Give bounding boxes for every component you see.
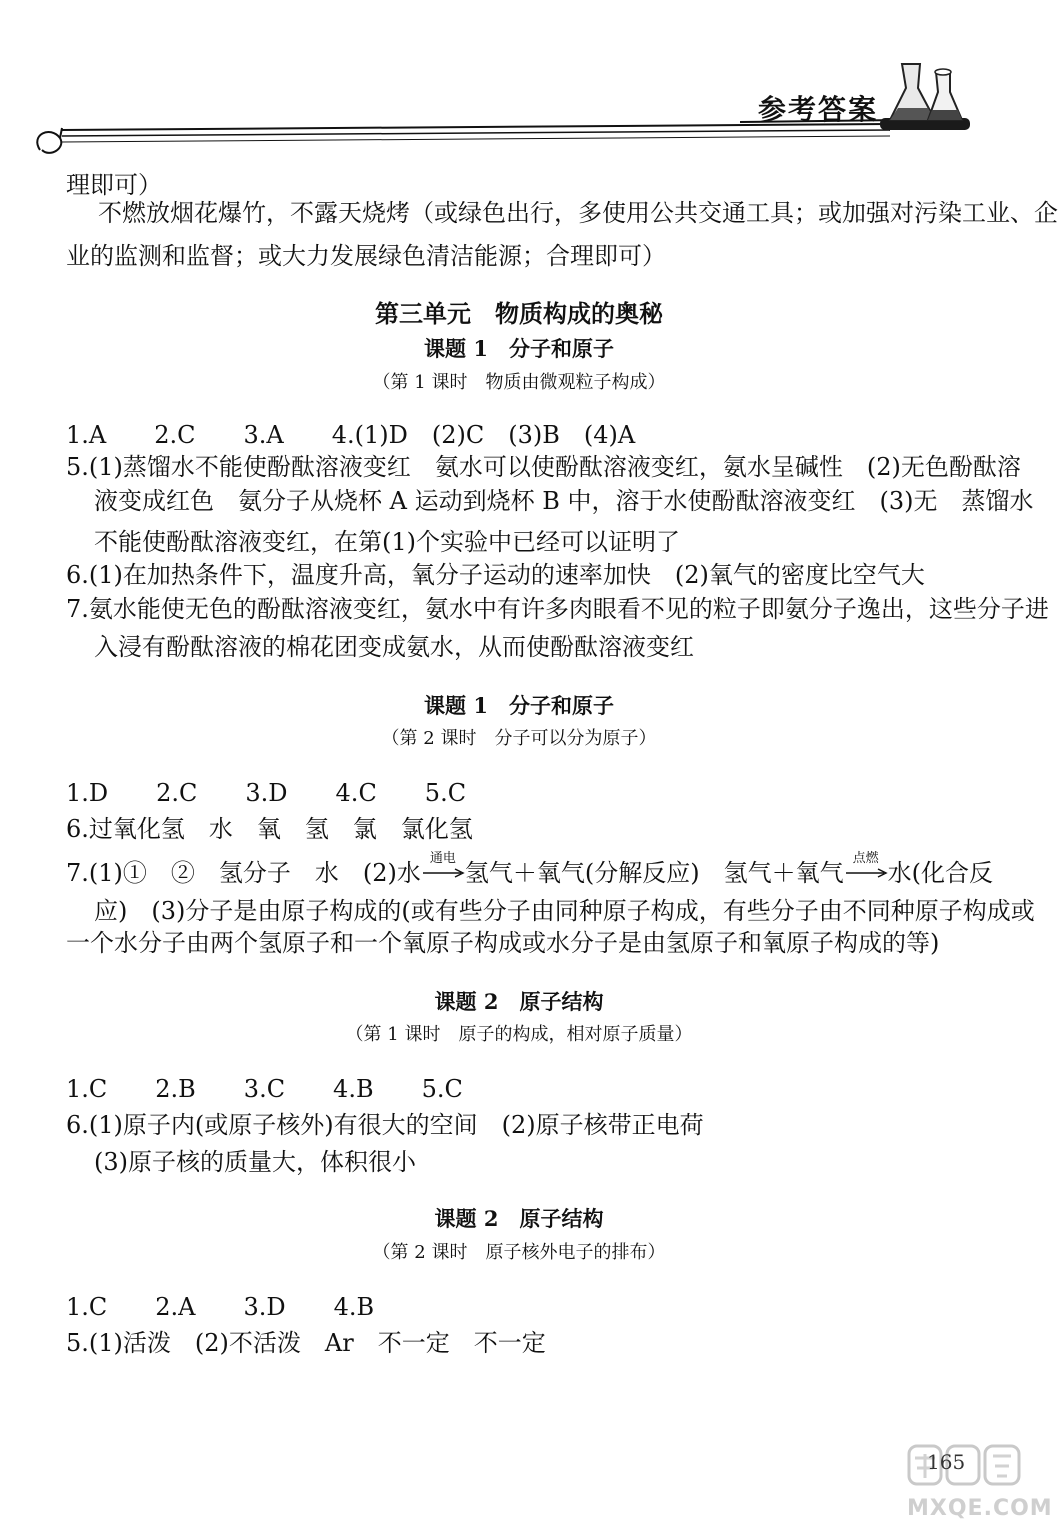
reaction-arrow-electrolysis [421, 851, 465, 888]
section-2-answer-line: 6.过氧化氢 水 氧 氢 氯 氯化氢 [66, 815, 473, 843]
q7-part-3: 水(化合反 [887, 859, 993, 887]
section-1-period: （第 1 课时 物质由微观粒子构成） [372, 372, 666, 393]
q7-part-2: 氢气＋氧气(分解反应) 氢气＋氧气 [464, 859, 844, 887]
section-2-period: （第 2 课时 分子可以分为原子） [381, 728, 657, 749]
continuation-line-3: 业的监测和监督；或大力发展绿色清洁能源；合理即可） [66, 242, 666, 270]
section-2-q7-line-2: 应) (3)分子是由原子构成的(或有些分子由同种原子构成，有些分子由不同种原子构成或 [94, 897, 1035, 925]
section-1-answer-line: 入浸有酚酞溶液的棉花团变成氨水，从而使酚酞溶液变红 [94, 633, 694, 661]
section-3-answer-line: 6.(1)原子内(或原子核外)有很大的空间 (2)原子核带正电荷 [66, 1111, 704, 1139]
watermark-text: MXQE.COM [907, 1496, 1053, 1521]
arrow-icon [844, 868, 888, 878]
arrow-icon [421, 868, 465, 878]
flask-icon [880, 58, 990, 138]
section-1-answer-line: 5.(1)蒸馏水不能使酚酞溶液变红 氨水可以使酚酞溶液变红，氨水呈碱性 (2)无色酚酞溶 [66, 453, 1021, 481]
reaction-arrow-combustion [844, 851, 888, 888]
unit-title: 第三单元 物质构成的奥秘 [375, 299, 663, 328]
section-2-q7-line-1 [66, 851, 993, 888]
arrow-condition-label: 点燃 [852, 851, 879, 866]
section-2-lesson-title: 课题 1 分子和原子 [424, 693, 614, 718]
header-title: 参考答案 [758, 93, 879, 126]
section-1-answer-line: 1.A 2.C 3.A 4.(1)D (2)C (3)B (4)A [66, 421, 636, 449]
watermark [905, 1440, 1053, 1530]
section-1-answer-line: 不能使酚酞溶液变红，在第(1)个实验中已经可以证明了 [94, 528, 680, 556]
page-number: 165 [927, 1450, 966, 1474]
section-4-lesson-title: 课题 2 原子结构 [434, 1206, 604, 1231]
q7-part-1: 7.(1)① ② 氢分子 水 (2)水 [66, 859, 421, 887]
continuation-line-2: 不燃放烟花爆竹，不露天烧烤（或绿色出行，多使用公共交通工具；或加强对污染工业、企 [98, 199, 1058, 227]
section-3-period: （第 1 课时 原子的构成，相对原子质量） [345, 1024, 693, 1045]
section-3-lesson-title: 课题 2 原子结构 [434, 989, 604, 1014]
continuation-line-1: 理即可） [66, 171, 162, 199]
section-1-answer-line: 7.氨水能使无色的酚酞溶液变红，氨水中有许多肉眼看不见的粒子即氨分子逸出，这些分子进 [66, 595, 1049, 623]
section-4-answer-line: 5.(1)活泼 (2)不活泼 Ar 不一定 不一定 [66, 1329, 546, 1357]
page-header [0, 0, 1038, 160]
section-1-answer-line: 液变成红色 氨分子从烧杯 A 运动到烧杯 B 中，溶于水使酚酞溶液变红 (3)无 蒸馏水 [94, 487, 1034, 515]
section-4-answer-line: 1.C 2.A 3.D 4.B [66, 1293, 375, 1321]
watermark-logo-text [705, 1440, 706, 1441]
section-1-answer-line: 6.(1)在加热条件下，温度升高，氧分子运动的速率加快 (2)氧气的密度比空气大 [66, 561, 925, 589]
section-2-q7-line-3: 一个水分子由两个氢原子和一个氧原子构成或水分子是由氢原子和氧原子构成的等) [66, 929, 940, 957]
section-4-period: （第 2 课时 原子核外电子的排布） [372, 1242, 666, 1263]
section-3-answer-line: (3)原子核的质量大，体积很小 [94, 1148, 416, 1176]
arrow-condition-label: 通电 [429, 851, 456, 866]
section-2-answer-line: 1.D 2.C 3.D 4.C 5.C [66, 779, 467, 807]
section-1-lesson-title: 课题 1 分子和原子 [424, 336, 614, 361]
section-3-answer-line: 1.C 2.B 3.C 4.B 5.C [66, 1075, 463, 1103]
